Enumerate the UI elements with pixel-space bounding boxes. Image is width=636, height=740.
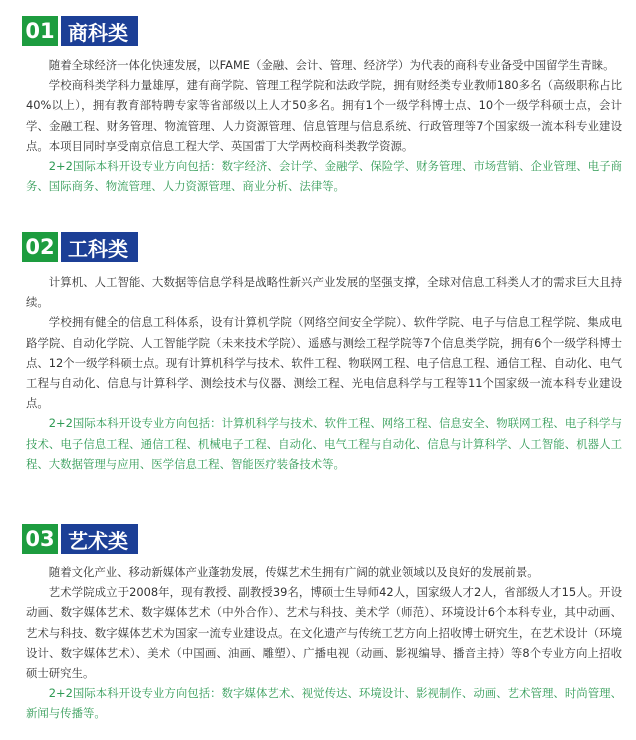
section-header [22, 232, 138, 262]
detail-paragraph: 艺术学院成立于2008年，现有教授、副教授39名，博硕士生导师42人，国家级人才2人，省部级人才15人。开设动画、数字媒体艺术、数字媒体艺术（中外合作）、艺术与科技、美术学（师范）、环境设计6个本科专业，其中动画、艺术与科技、数字媒体艺术为国家一流专业建设点。在文化遗产与传统工艺方向上招收博士研究生，在艺术设计（环境设计、数字媒体艺术）、美术（中国画、油画、雕塑）、广播电视（动画、影视编导、播音主持）等8个专业方向上招收硕士研究生。 [26, 585, 622, 681]
majors-list: 数字媒体艺术、视觉传达、环境设计、影视制作、动画、艺术管理、时尚管理、新闻与传播等。 [26, 686, 622, 721]
section-body [26, 562, 622, 724]
detail-paragraph: 学校商科类学科力量雄厚，建有商学院、管理工程学院和法政学院，拥有财经类专业教师180多名（高级职称占比40%以上），拥有教育部特聘专家等省部级以上人才50多名。拥有1个一级学科博士点、10个一级学科硕士点，会计学、金融工程、财务管理、物流管理、人力资源管理、信息管理与信息系统、行政管理等7个国家级一流本科专业建设点。本项目同时享受南京信息工程大学、英国雷丁大学两校商科类教学资源。 [26, 78, 622, 153]
section-header [22, 524, 138, 554]
section-title: 商科类 [61, 16, 138, 46]
section-number: 03 [22, 524, 58, 554]
majors-lead: 2+2国际本科开设专业方向包括： [48, 686, 222, 701]
section-body [26, 272, 622, 474]
majors-list: 数字经济、会计学、金融学、保险学、财务管理、市场营销、企业管理、电子商务、国际商务、物流管理、人力资源管理、商业分析、法律等。 [26, 159, 622, 194]
intro-paragraph: 随着全球经济一体化快速发展，以FAME（金融、会计、管理、经济学）为代表的商科专业备受中国留学生青睐。 [48, 58, 615, 72]
majors-lead: 2+2国际本科开设专业方向包括： [48, 159, 222, 174]
section-number: 01 [22, 16, 58, 46]
majors-lead: 2+2国际本科开设专业方向包括： [48, 416, 222, 431]
detail-paragraph: 学校拥有健全的信息工科体系，设有计算机学院（网络空间安全学院）、软件学院、电子与信息工程学院、集成电路学院、自动化学院、人工智能学院（未来技术学院）、遥感与测绘工程学院等7个信息类学院，拥有6个一级学科博士点、12个一级学科硕士点。现有计算机科学与技术、软件工程、物联网工程、电子信息工程、通信工程、自动化、电气工程与自动化、信息与计算科学、测绘技术与仪器、测绘工程、光电信息科学与工程等11个国家级一流本科专业建设点。 [26, 315, 622, 411]
section-body [26, 55, 622, 196]
intro-paragraph: 计算机、人工智能、大数据等信息学科是战略性新兴产业发展的坚强支撑，全球对信息工科类人才的需求巨大且持续。 [26, 275, 622, 310]
majors-list: 计算机科学与技术、软件工程、网络工程、信息安全、物联网工程、电子科学与技术、电子信息工程、通信工程、机械电子工程、自动化、电气工程与自动化、信息与计算科学、人工智能、机器人工程、大数据管理与应用、医学信息工程、智能医疗装备技术等。 [26, 416, 622, 471]
majors-paragraph [26, 156, 622, 196]
majors-paragraph [26, 683, 622, 723]
intro-paragraph: 随着文化产业、移动新媒体产业蓬勃发展，传媒艺术生拥有广阔的就业领域以及良好的发展前景。 [48, 565, 539, 579]
section-header [22, 16, 138, 46]
section-title: 工科类 [61, 232, 138, 262]
section-number: 02 [22, 232, 58, 262]
majors-paragraph [26, 413, 622, 474]
section-title: 艺术类 [61, 524, 138, 554]
